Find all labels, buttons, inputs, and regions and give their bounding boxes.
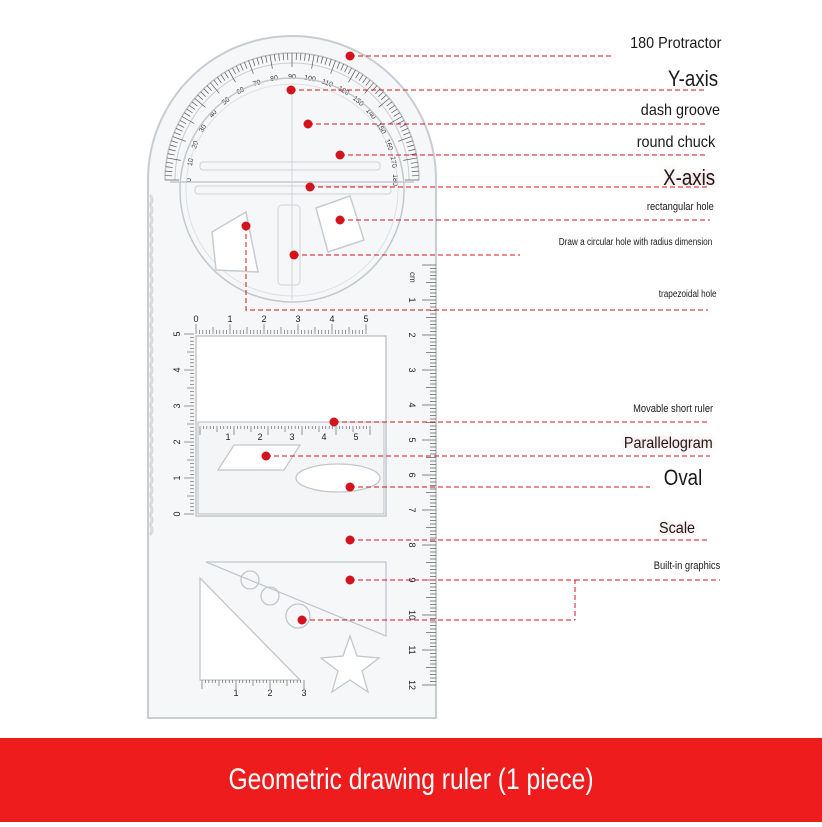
unit-label: cm [408, 272, 417, 283]
dot-dash-groove [304, 120, 313, 129]
right-scale-label: 7 [407, 507, 417, 512]
bottom-scale-label: 1 [233, 688, 238, 698]
top-scale-label: 4 [329, 314, 334, 324]
protractor-label: 140 [364, 107, 377, 121]
right-scale-label: 9 [407, 577, 417, 582]
right-scale-label: 12 [407, 680, 417, 690]
short-ruler-label: 3 [289, 432, 294, 442]
dot-builtin-graphics-2 [298, 616, 307, 625]
right-scale-label: 1 [407, 297, 417, 302]
right-scale-label: 11 [407, 645, 417, 654]
left-scale-label: 4 [172, 367, 182, 372]
protractor-label: 170 [388, 156, 397, 169]
bottom-scale-label: 3 [301, 688, 306, 698]
dot-circular-hole [290, 251, 299, 260]
protractor-label: 0 [186, 178, 193, 182]
protractor-label: 30 [198, 124, 208, 134]
right-scale-label: 6 [407, 472, 417, 477]
label-y-axis: Y-axis [668, 66, 718, 92]
short-ruler-label: 4 [321, 432, 326, 442]
protractor-label: 100 [303, 75, 316, 84]
top-scale-label: 5 [363, 314, 368, 324]
right-scale-label: 4 [407, 402, 417, 407]
dot-x-axis [306, 183, 315, 192]
left-scale-label: 2 [172, 439, 182, 444]
label-x-axis: X-axis [663, 165, 715, 191]
label-circular-hole: Draw a circular hole with radius dimension [558, 237, 712, 248]
protractor-label: 120 [336, 85, 350, 97]
banner-title: Geometric drawing ruler (1 piece) [74, 738, 748, 822]
title-banner [0, 738, 822, 822]
dot-movable-ruler [330, 418, 339, 427]
label-oval: Oval [664, 465, 702, 491]
short-ruler-label: 5 [353, 432, 358, 442]
label-movable-ruler: Movable short ruler [633, 403, 713, 415]
protractor-label: 70 [252, 79, 262, 88]
right-scale-label: 8 [407, 542, 417, 547]
left-scale-label: 5 [172, 331, 182, 336]
protractor-label: 180 [391, 174, 398, 186]
dot-oval [346, 483, 355, 492]
label-rectangular-hole: rectangular hole [647, 201, 714, 213]
protractor-label: 110 [321, 78, 334, 88]
top-scale-label: 0 [193, 314, 198, 324]
ruler-wavy-edge [150, 195, 152, 535]
left-scale-label: 3 [172, 403, 182, 408]
label-trapezoidal-hole: trapezoidal hole [659, 289, 717, 300]
dot-trapezoidal-hole [242, 222, 251, 231]
right-scale-label: 2 [407, 332, 417, 337]
dot-builtin-graphics-1 [346, 576, 355, 585]
left-scale-label: 0 [172, 511, 182, 516]
right-scale-label: 10 [407, 610, 417, 620]
top-scale-label: 3 [295, 314, 300, 324]
label-dash-groove: dash groove [641, 102, 720, 120]
dot-rectangular-hole [336, 216, 345, 225]
short-ruler-label: 2 [257, 432, 262, 442]
left-scale-label: 1 [172, 475, 182, 480]
label-builtin-graphics: Built-in graphics [653, 560, 720, 572]
dot-y-axis [287, 86, 296, 95]
protractor-label: 150 [375, 122, 387, 136]
protractor-label: 50 [221, 96, 232, 106]
protractor-label: 20 [191, 140, 200, 150]
right-scale-label: 5 [407, 437, 417, 442]
right-scale-label: 3 [407, 367, 417, 372]
protractor-label: 160 [383, 138, 394, 151]
oval-shape [296, 464, 380, 492]
protractor-label: 80 [270, 75, 279, 83]
protractor-label: 60 [236, 86, 246, 96]
label-round-chuck: round chuck [637, 134, 715, 152]
protractor-label: 40 [208, 109, 218, 120]
label-parallelogram: Parallelogram [624, 435, 713, 453]
top-scale-label: 1 [227, 314, 232, 324]
short-ruler-label: 1 [225, 432, 230, 442]
label-scale: Scale [659, 520, 695, 538]
protractor-label: 130 [351, 95, 365, 108]
protractor-label: 10 [187, 158, 195, 167]
dot-protractor [346, 52, 355, 61]
top-scale-label: 2 [261, 314, 266, 324]
dot-round-chuck [336, 151, 345, 160]
bottom-scale-label: 2 [267, 688, 272, 698]
label-protractor: 180 Protractor [630, 35, 721, 53]
dot-scale [346, 536, 355, 545]
protractor-label: 90 [288, 74, 296, 81]
dot-parallelogram [262, 452, 271, 461]
